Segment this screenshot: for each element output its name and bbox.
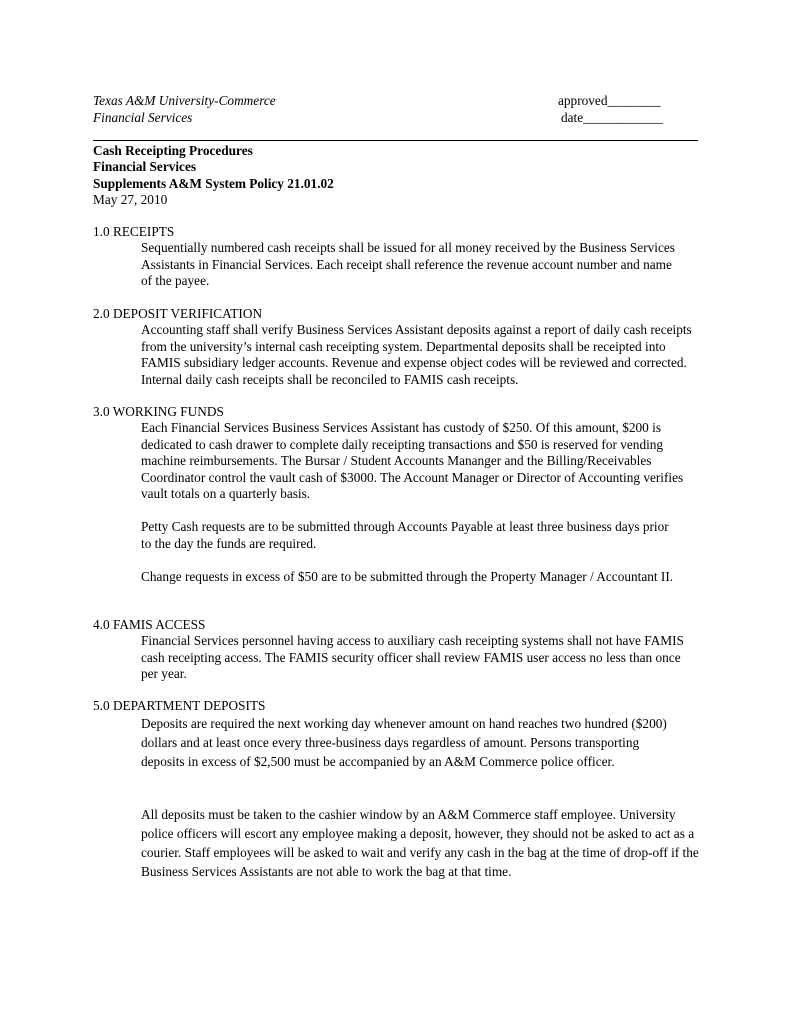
section-paragraph: Change requests in excess of $50 are to be submitted through the Property Manager / Accountant II. bbox=[141, 569, 674, 584]
approved-line: approved________ bbox=[558, 93, 661, 108]
section-heading: 4.0 FAMIS ACCESS bbox=[93, 617, 206, 632]
section-paragraph: All deposits must be taken to the cashier window by an A&M Commerce staff employee. University police officers will escort any employee making a deposit, however, they should not be asked to act as a courier. Staff employees will be asked to wait and verify any cash in the bag at the time of drop-off if the Business Services Assistants are not able to work the bag at that time. bbox=[141, 807, 699, 879]
section-paragraph: Deposits are required the next working day whenever amount on hand reaches two hundred ($200) dollars and at least once every three-business days regardless of amount. Persons transporting deposits in excess of $2,500 must be accompanied by an A&M Commerce police officer. bbox=[141, 716, 667, 769]
section-paragraph: Financial Services personnel having access to auxiliary cash receipting systems shall not have FAMIS cash receipting access. The FAMIS security officer shall review FAMIS user access no less than once per year. bbox=[141, 633, 684, 682]
section-heading: 2.0 DEPOSIT VERIFICATION bbox=[93, 306, 263, 321]
header-divider bbox=[93, 140, 698, 141]
section-heading: 5.0 DEPARTMENT DEPOSITS bbox=[93, 698, 266, 713]
section-paragraph: Each Financial Services Business Services Assistant has custody of $250. Of this amount, $200 is dedicated to cash drawer to complete daily receipting transactions and $50 is reserved for vending machine reimbursements. The Bursar / Student Accounts Mananger and the Billing/Receivables Coordinator control the vault cash of $3000. The Account Manager or Director of Accounting verifies vault totals on a quarterly basis. bbox=[141, 420, 684, 502]
section-paragraph: Sequentially numbered cash receipts shall be issued for all money received by the Business Services Assistants in Financial Services. Each receipt shall reference the revenue account number and name of the payee. bbox=[141, 240, 675, 289]
policy-reference: Supplements A&M System Policy 21.01.02 bbox=[93, 176, 334, 191]
department-name: Financial Services bbox=[93, 110, 193, 125]
document-date: May 27, 2010 bbox=[93, 192, 168, 207]
document-department: Financial Services bbox=[93, 159, 197, 174]
institution-name: Texas A&M University-Commerce bbox=[93, 93, 276, 108]
date-line: date____________ bbox=[561, 110, 663, 125]
section-paragraph: Petty Cash requests are to be submitted through Accounts Payable at least three business days prior to the day the funds are required. bbox=[141, 519, 669, 551]
document-title: Cash Receipting Procedures bbox=[93, 143, 253, 158]
section-heading: 1.0 RECEIPTS bbox=[93, 224, 175, 239]
section-paragraph: Accounting staff shall verify Business Services Assistant deposits against a report of daily cash receipts from the university’s internal cash receipting system. Departmental deposits shall be receipted into FAMIS subsidiary ledger accounts. Revenue and expense object codes will be reviewed and corrected. Internal daily cash receipts shall be reconciled to FAMIS cash receipts. bbox=[141, 322, 692, 387]
section-heading: 3.0 WORKING FUNDS bbox=[93, 404, 224, 419]
